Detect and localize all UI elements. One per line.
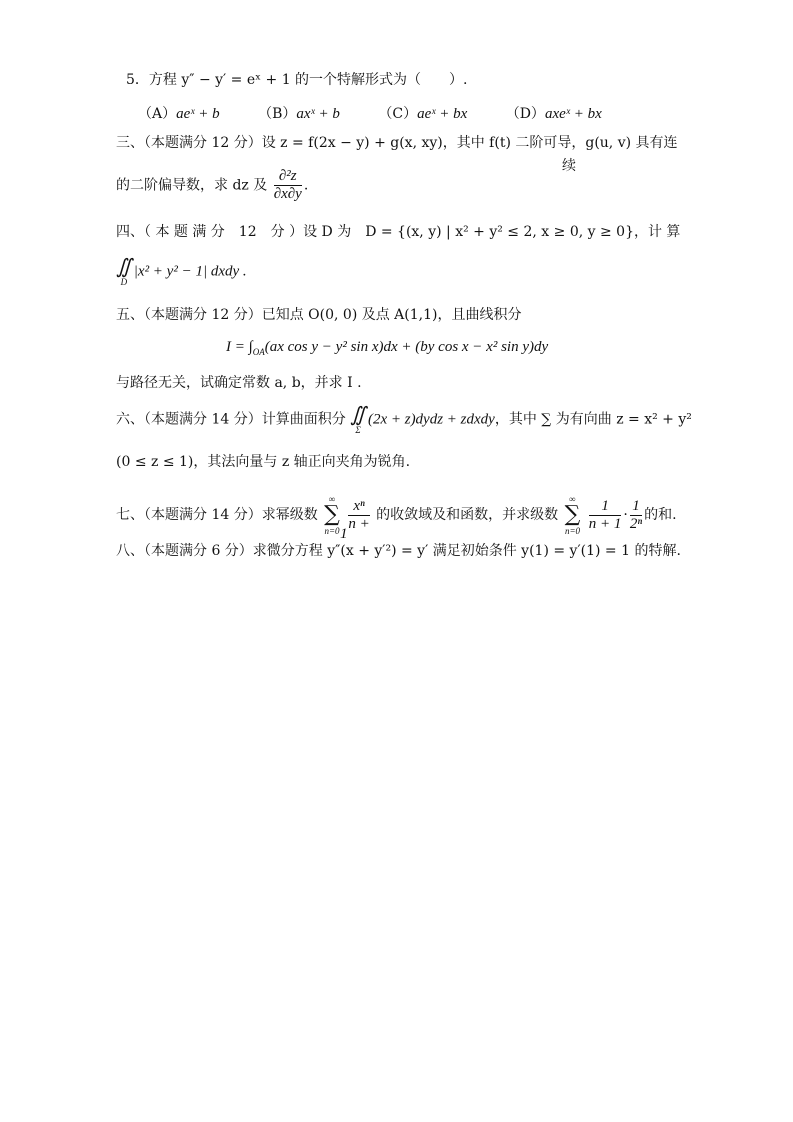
q7-sum1 — [324, 494, 340, 536]
q4-double-integral — [116, 256, 132, 287]
q7-prefix: 七、（本题满分 14 分）求幂级数 — [116, 507, 318, 523]
q4-line1: 四、（ 本 题 满 分 12 分 ）设 D 为 D = {(x, y) | x² + y² ≤ 2, x ≥ 0, y ≥ 0}，计 算 — [116, 224, 681, 240]
sum1-upper: ∞ — [328, 494, 336, 504]
q6-integrand: (2x + z)dydz + zdxdy — [367, 411, 495, 428]
sum1-sigma: ∑ — [324, 502, 340, 527]
q3-line2-prefix: 的二阶偏导数，求 dz 及 — [116, 177, 268, 194]
frac1-denominator: n + — [348, 515, 370, 532]
sum2-upper: ∞ — [569, 494, 576, 504]
option-a-expr: aeˣ + b — [176, 106, 220, 122]
q5b-line1: 五、（本题满分 12 分）已知点 O(0, 0) 及点 A(1,1)，且曲线积分 — [116, 307, 522, 323]
q6-line1-prefix: 六、（本题满分 14 分）计算曲面积分 — [116, 411, 346, 428]
surface-integral-sign: ∬ — [350, 404, 366, 426]
double-integral-sign: ∬ — [116, 256, 132, 278]
option-b-label: （B） — [258, 106, 297, 122]
q6-line1-suffix: ，其中 ∑ 为有向曲 z = x² + y² — [494, 411, 692, 428]
q6-line1 — [116, 404, 692, 435]
q3-partial-fraction — [274, 168, 302, 203]
q3-line1: 三、（本题满分 12 分）设 z = f(2x − y) + g(x, xy)，其中 f(t) 二阶可导，g(u, v) 具有连 — [116, 135, 678, 151]
frac2-denominator: n + 1 — [588, 515, 622, 532]
q3-line2-suffix: . — [303, 177, 309, 194]
surface-label: Σ — [355, 425, 361, 435]
frac3-denominator: 2ⁿ — [629, 515, 643, 532]
q6-surface-integral — [350, 404, 366, 435]
q7-frac1-wrap: 1 — [340, 526, 348, 542]
q8-text: 八、（本题满分 6 分）求微分方程 y″(x + y′²) = y′ 满足初始条件 y(1) = y′(1) = 1 的特解. — [116, 543, 681, 559]
q3-frac-denominator: ∂x∂y — [273, 186, 302, 202]
q5b-integrand: (ax cos y − y² sin x)dx + (by cos x − x² sin y)dy — [264, 339, 549, 355]
q5-stem: 5．方程 y″ − y′ = eˣ + 1 的一个特解形式为（ ）. — [126, 72, 468, 88]
q7-sum2 — [565, 494, 581, 536]
q5b-line3: 与路径无关，试确定常数 a, b，并求 I . — [116, 375, 362, 391]
q6-line2: (0 ≤ z ≤ 1)，其法向量与 z 轴正向夹角为锐角. — [116, 454, 411, 470]
q4-integrand: |x² + y² − 1| dxdy . — [133, 263, 247, 280]
sum2-sigma: ∑ — [564, 502, 581, 527]
option-c-expr: aeˣ + bx — [417, 106, 468, 122]
frac2-numerator: 1 — [589, 498, 622, 516]
frac1-numerator: xⁿ — [348, 498, 369, 516]
q5b-integral-path: OA — [252, 346, 265, 357]
q3-wrap: 续 — [562, 158, 576, 174]
q7-frac2 — [589, 498, 622, 533]
q5b-integral-sign: I = ∫ — [226, 339, 253, 355]
integral-domain: D — [120, 277, 128, 287]
q4-integral — [116, 256, 247, 287]
q5b-formula — [226, 337, 548, 362]
q7-suffix: 的和. — [644, 507, 677, 523]
q5-options — [138, 104, 602, 124]
option-d-expr: axeˣ + bx — [544, 106, 602, 122]
q7-line — [116, 494, 677, 536]
q7-frac1 — [348, 498, 369, 533]
q7-frac3 — [630, 498, 642, 533]
option-b-expr: axˣ + b — [296, 106, 340, 122]
sum2-lower: n=0 — [564, 526, 581, 536]
option-c-label: （C） — [378, 106, 418, 122]
sum1-lower: n=0 — [324, 526, 340, 536]
option-d-label: （D） — [505, 106, 545, 122]
q7-dot: · — [623, 507, 628, 523]
q3-line2 — [116, 168, 308, 203]
q7-middle: 的收敛域及和函数，并求级数 — [376, 507, 559, 523]
q3-frac-numerator: ∂²z — [274, 168, 302, 186]
option-a-label: （A） — [138, 106, 177, 122]
frac3-numerator: 1 — [630, 498, 642, 516]
